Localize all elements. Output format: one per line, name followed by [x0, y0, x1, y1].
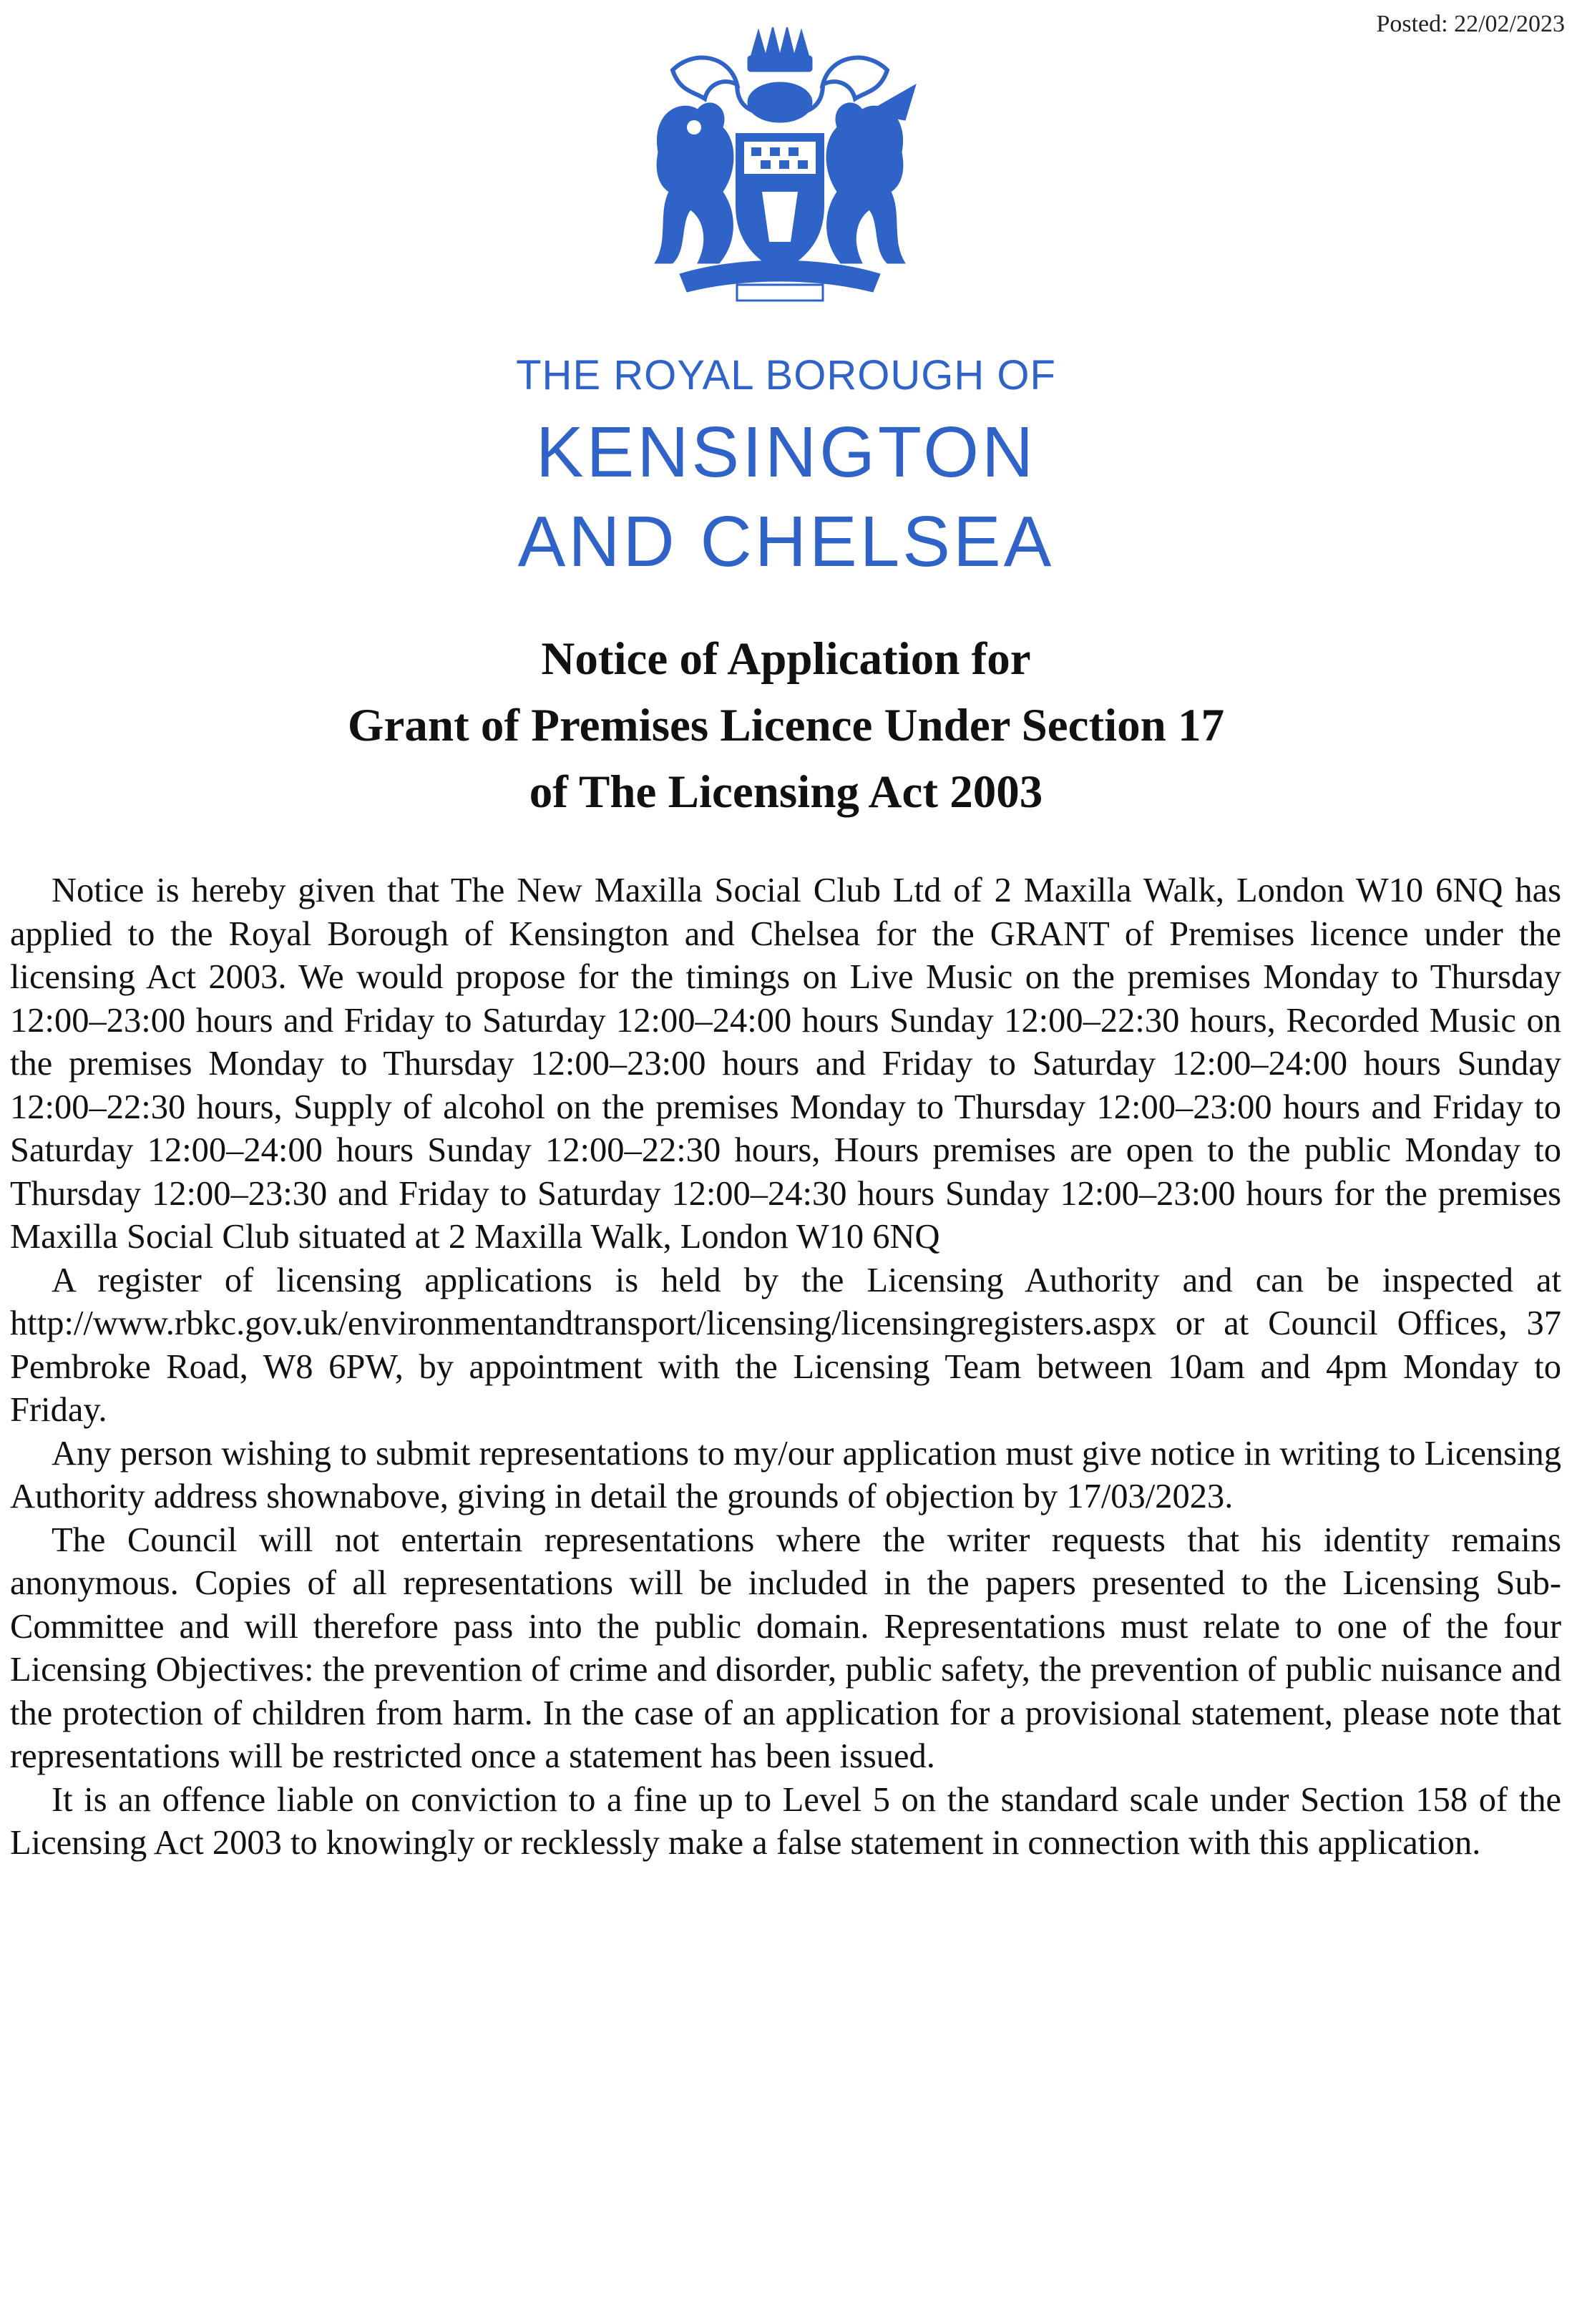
paragraph-representations: Any person wishing to submit representations to my/our application must give notice in writing to Licensing Authority address shownabove, giving in detail the grounds of objection by 17/03/2023. [10, 1434, 1561, 1515]
coat-of-arms-icon [630, 27, 930, 313]
notice-body [10, 869, 1561, 1865]
paragraph-application: Notice is hereby given that The New Maxilla Social Club Ltd of 2 Maxilla Walk, London W10 6NQ has applied to the Royal Borough of Kensington and Chelsea for the GRANT of Premises licence under the licensing Act 2003. We would propose for the timings on Live Music on the premises Monday to Thursday 12:00–23:00 hours and Friday to Saturday 12:00–24:00 hours Sunday 12:00–22:30 hours, Recorded Music on the premises Monday to Thursday 12:00–23:00 hours and Friday to Saturday 12:00–24:00 hours Sunday 12:00–22:30 hours, Supply of alcohol on the premises Monday to Thursday 12:00–23:00 hours and Friday to Saturday 12:00–24:00 hours Sunday 12:00–22:30 hours, Hours premises are open to the public Monday to Thursday 12:00–23:30 and Friday to Saturday 12:00–24:30 hours Sunday 12:00–23:00 hours for the premises Maxilla Social Club situated at 2 Maxilla Walk, London W10 6NQ [10, 872, 1561, 1256]
posted-date: Posted: 22/02/2023 [1376, 11, 1565, 37]
paragraph-register: A register of licensing applications is held by the Licensing Authority and can be inspected at http://www.rbkc.gov.uk/environmentandtransport/licensing/licensingregisters.aspx or at Council Offices, 37 Pembroke Road, W8 6PW, by appointment with the Licensing Team between 10am and 4pm Monday to Friday. [10, 1261, 1561, 1429]
paragraph-offence: It is an offence liable on conviction to a fine up to Level 5 on the standard scale under Section 158 of the Licensing Act 2003 to knowingly or recklessly make a false statement in connection with this application. [10, 1780, 1561, 1862]
title-line1: Notice of Application for [541, 633, 1031, 685]
borough-name-line3: AND CHELSEA [517, 502, 1055, 582]
title-line3: of The Licensing Act 2003 [529, 766, 1043, 818]
title-line2: Grant of Premises Licence Under Section 17 [347, 700, 1225, 751]
paragraph-anonymity: The Council will not entertain representations where the writer requests that his identity remains anonymous. Copies of all representations will be included in the papers presented to the Licensing Sub-Committee and will therefore pass into the public domain. Representations must relate to one of the four Licensing Objectives: the prevention of crime and disorder, public safety, the prevention of public nuisance and the protection of children from harm. In the case of an application for a provisional statement, please note that representations will be restricted once a statement has been issued. [10, 1520, 1561, 1775]
borough-name-line2: KENSINGTON [535, 412, 1037, 492]
borough-name-line1: THE ROYAL BOROUGH OF [516, 352, 1056, 399]
notice-title [0, 626, 1572, 826]
